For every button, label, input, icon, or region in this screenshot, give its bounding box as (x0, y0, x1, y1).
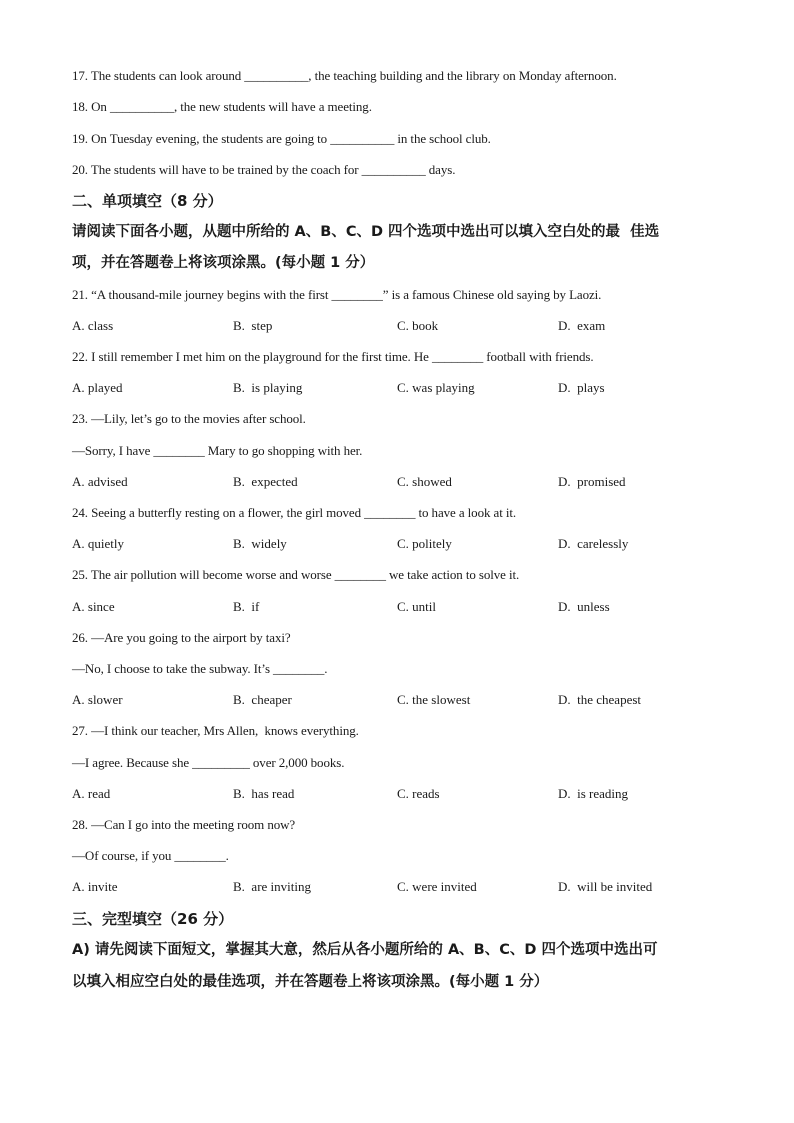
question-stem: 23. —Lily, let’s go to the movies after school. (72, 411, 306, 426)
option-b: B. has read (233, 786, 295, 801)
fill-in-item-17: 17. The students can look around __________, the teaching building and the library on Monday afternoon. (72, 68, 617, 83)
option-c: C. until (397, 599, 437, 614)
question-stem-reply: —Sorry, I have ________ Mary to go shopping with her. (72, 443, 363, 458)
option-d: D. is reading (558, 786, 629, 801)
question-stem: 22. I still remember I met him on the playground for the first time. He ________ football with friends. (72, 349, 594, 364)
section-2-heading: 二、单项填空（8 分） (72, 192, 223, 210)
option-c: C. showed (397, 474, 452, 489)
question-stem-reply: —I agree. Because she _________ over 2,000 books. (72, 755, 345, 770)
question-stem: 21. “A thousand-mile journey begins with the first ________” is a famous Chinese old saying by Laozi. (72, 287, 602, 302)
option-b: B. cheaper (233, 692, 292, 707)
option-d: D. promised (558, 474, 626, 489)
option-b: B. are inviting (233, 879, 311, 894)
question-stem-reply: —Of course, if you ________. (72, 848, 229, 863)
fill-in-item-20: 20. The students will have to be trained by the coach for __________ days. (72, 162, 456, 177)
section-3-instruction: A) 请先阅读下面短文，掌握其大意，然后从各小题所给的 A、B、C、D 四个选项中选出可 (72, 942, 658, 958)
option-a: A. played (72, 380, 123, 395)
option-a: A. invite (72, 879, 118, 894)
option-a: A. since (72, 599, 115, 614)
option-d: D. carelessly (558, 536, 629, 551)
question-stem: 24. Seeing a butterfly resting on a flower, the girl moved ________ to have a look at it. (72, 505, 517, 520)
option-a: A. advised (72, 474, 128, 489)
option-a: A. class (72, 318, 114, 333)
option-b: B. step (233, 318, 273, 333)
section-3-instruction: 以填入相应空白处的最佳选项，并在答题卷上将该项涂黑。(每小题 1 分） (72, 974, 549, 990)
option-d: D. the cheapest (558, 692, 642, 707)
option-c: C. book (397, 318, 439, 333)
fill-in-item-18: 18. On __________, the new students will have a meeting. (72, 99, 372, 114)
option-a: A. quietly (72, 536, 124, 551)
option-d: D. will be invited (558, 879, 653, 894)
fill-in-item-19: 19. On Tuesday evening, the students are going to __________ in the school club. (72, 131, 491, 146)
option-d: D. plays (558, 380, 605, 395)
option-c: C. reads (397, 786, 440, 801)
option-a: A. slower (72, 692, 123, 707)
option-a: A. read (72, 786, 111, 801)
section-2-instruction: 项，并在答题卷上将该项涂黑。(每小题 1 分） (72, 255, 375, 271)
question-stem: 25. The air pollution will become worse and worse ________ we take action to solve it. (72, 567, 520, 582)
question-stem: 26. —Are you going to the airport by taxi? (72, 630, 291, 645)
question-stem: 28. —Can I go into the meeting room now? (72, 817, 296, 832)
option-c: C. the slowest (397, 692, 471, 707)
option-c: C. was playing (397, 380, 475, 395)
option-d: D. unless (558, 599, 610, 614)
section-3-heading: 三、完型填空（26 分） (72, 910, 234, 928)
option-b: B. expected (233, 474, 298, 489)
option-c: C. politely (397, 536, 452, 551)
option-d: D. exam (558, 318, 606, 333)
option-b: B. widely (233, 536, 287, 551)
question-stem: 27. —I think our teacher, Mrs Allen, knows everything. (72, 723, 359, 738)
option-b: B. is playing (233, 380, 303, 395)
option-c: C. were invited (397, 879, 477, 894)
section-2-instruction: 请阅读下面各小题，从题中所给的 A、B、C、D 四个选项中选出可以填入空白处的最 佳选 (72, 224, 660, 240)
question-stem-reply: —No, I choose to take the subway. It’s ________. (72, 661, 328, 676)
option-b: B. if (233, 599, 260, 614)
